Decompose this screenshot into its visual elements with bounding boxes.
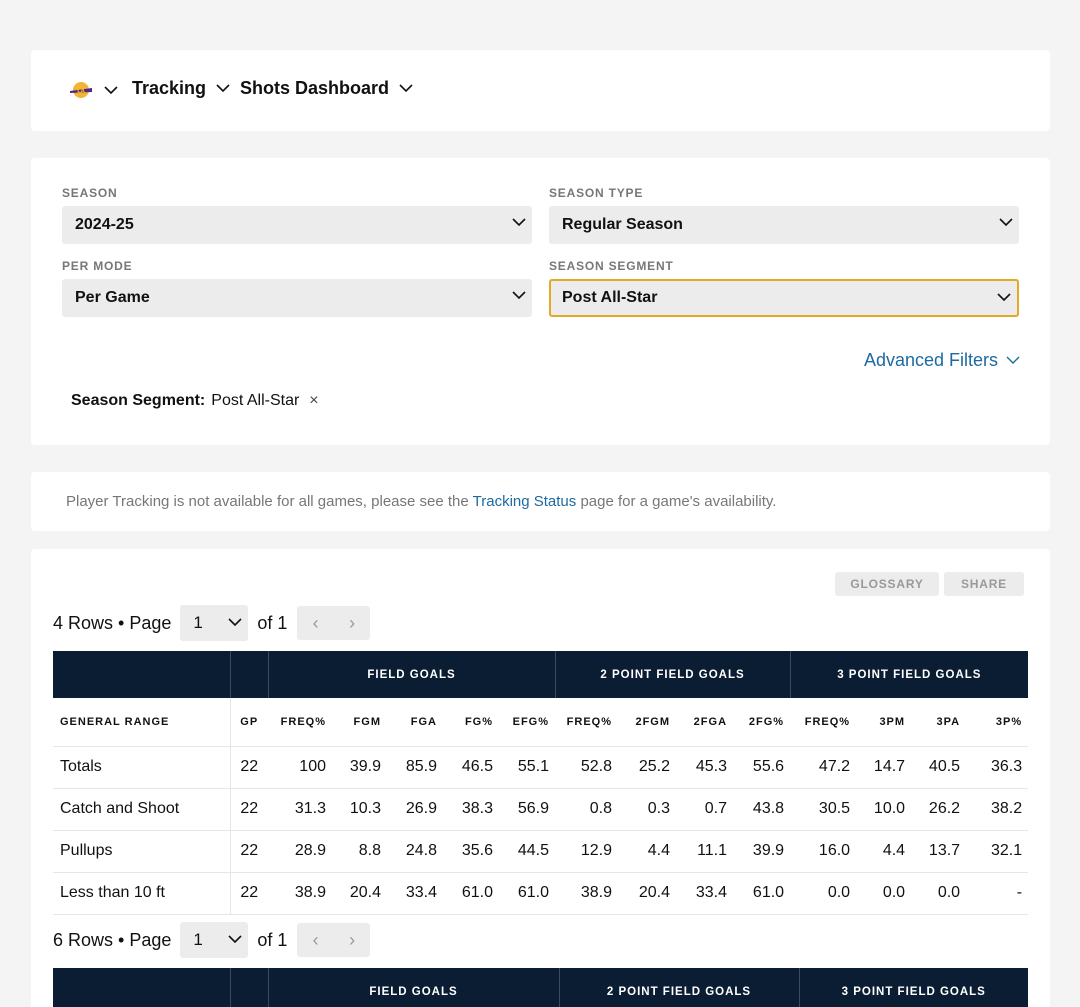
table-cell: 0.3 (618, 788, 676, 830)
column-header[interactable]: FREQ% (555, 698, 618, 746)
season-segment-select[interactable] (549, 279, 1019, 317)
table-cell: 4.4 (856, 830, 911, 872)
table-cell: 16.0 (790, 830, 856, 872)
group-field-goals: FIELD GOALS (268, 651, 555, 698)
column-header[interactable]: FREQ% (790, 698, 856, 746)
season-type-select[interactable] (549, 206, 1019, 244)
table-card (31, 549, 1050, 1007)
season-type-label: SEASON TYPE (549, 186, 644, 200)
next-page-icon[interactable]: › (349, 929, 356, 950)
table-cell: 46.5 (443, 746, 499, 788)
table-cell: 0.0 (911, 872, 966, 914)
table-cell: 28.9 (268, 830, 332, 872)
table-cell: 52.8 (555, 746, 618, 788)
column-header[interactable]: 2FG% (733, 698, 790, 746)
nav-tracking-label: Tracking (132, 78, 207, 98)
season-type-value: Regular Season (562, 216, 683, 233)
table-cell: 38.9 (268, 872, 332, 914)
table-cell: 61.0 (499, 872, 555, 914)
table-cell: 8.8 (332, 830, 387, 872)
row-label: Totals (53, 746, 230, 788)
table-cell: 43.8 (733, 788, 790, 830)
table-cell: 39.9 (332, 746, 387, 788)
table-cell: 35.6 (443, 830, 499, 872)
rows-count: 6 Rows • Page (53, 929, 172, 950)
table-cell: 33.4 (387, 872, 443, 914)
column-header[interactable]: FGM (332, 698, 387, 746)
table-cell: 32.1 (966, 830, 1028, 872)
table-cell: 20.4 (618, 872, 676, 914)
pager-2 (53, 922, 370, 958)
column-header[interactable]: FG% (443, 698, 499, 746)
table-cell: 24.8 (387, 830, 443, 872)
chevron-down-icon (1006, 356, 1020, 365)
chevron-down-icon (512, 218, 526, 227)
table-cell: 61.0 (443, 872, 499, 914)
page-total: of 1 (257, 929, 288, 950)
group-2pt-field-goals: 2 POINT FIELD GOALS (555, 651, 790, 698)
group-header-row (53, 968, 1028, 1007)
shots-table-2 (53, 968, 1028, 1007)
group-3pt-field-goals: 3 POINT FIELD GOALS (799, 968, 1028, 1007)
page-arrows (297, 606, 370, 640)
nav-shots-dashboard[interactable] (240, 78, 413, 99)
column-header[interactable]: GP (230, 698, 268, 746)
table-row (53, 746, 1028, 788)
chevron-down-icon (228, 618, 242, 627)
nav-tracking[interactable] (132, 78, 230, 99)
table-cell: 30.5 (790, 788, 856, 830)
group-2pt-field-goals: 2 POINT FIELD GOALS (559, 968, 799, 1007)
table-cell: 20.4 (332, 872, 387, 914)
per-mode-value: Per Game (75, 289, 150, 306)
chevron-down-icon (399, 84, 413, 93)
svg-text:LA: LA (77, 88, 85, 95)
table-cell: - (966, 872, 1028, 914)
page-value: 1 (193, 930, 203, 949)
column-header[interactable]: 3P% (966, 698, 1028, 746)
notice-after: page for a game's availability. (576, 493, 777, 510)
nav-card (31, 50, 1050, 131)
column-header[interactable]: 3PM (856, 698, 911, 746)
table-cell: 22 (230, 872, 268, 914)
filters-card (31, 158, 1050, 445)
table-cell: 47.2 (790, 746, 856, 788)
tracking-status-link[interactable]: Tracking Status (472, 493, 577, 510)
page-select[interactable] (180, 922, 248, 958)
table-cell: 12.9 (555, 830, 618, 872)
table-cell: 26.9 (387, 788, 443, 830)
row-label: Pullups (53, 830, 230, 872)
shots-table-1 (53, 651, 1028, 915)
table-cell: 40.5 (911, 746, 966, 788)
advanced-filters-label: Advanced Filters (863, 350, 998, 370)
row-label: Less than 10 ft (53, 872, 230, 914)
close-icon[interactable]: × (309, 392, 319, 409)
column-header[interactable]: FREQ% (268, 698, 332, 746)
table-cell: 0.0 (856, 872, 911, 914)
group-field-goals: FIELD GOALS (268, 968, 559, 1007)
page-select[interactable] (180, 605, 248, 641)
group-empty (230, 651, 268, 698)
column-header-row (53, 698, 1028, 746)
active-filter-chip (71, 392, 319, 410)
table-cell: 13.7 (911, 830, 966, 872)
column-header[interactable]: 2FGM (618, 698, 676, 746)
table-body (53, 746, 1028, 914)
notice-before: Player Tracking is not available for all games, please see the (66, 493, 473, 510)
season-select[interactable] (62, 206, 532, 244)
table-cell: 85.9 (387, 746, 443, 788)
next-page-icon[interactable]: › (349, 612, 356, 633)
chip-key: Season Segment: (71, 392, 206, 409)
season-value: 2024-25 (75, 216, 134, 233)
table-cell: 4.4 (618, 830, 676, 872)
table-cell: 10.3 (332, 788, 387, 830)
season-segment-label: SEASON SEGMENT (549, 259, 674, 273)
column-header[interactable]: EFG% (499, 698, 555, 746)
table-cell: 39.9 (733, 830, 790, 872)
per-mode-select[interactable] (62, 279, 532, 317)
notice-card (31, 472, 1050, 531)
group-header-row (53, 651, 1028, 698)
table-cell: 61.0 (733, 872, 790, 914)
table-cell: 56.9 (499, 788, 555, 830)
table-cell: 33.4 (676, 872, 733, 914)
column-header[interactable]: 2FGA (676, 698, 733, 746)
chevron-down-icon (216, 84, 230, 93)
group-3pt-field-goals: 3 POINT FIELD GOALS (790, 651, 1028, 698)
season-segment-value: Post All-Star (562, 289, 658, 306)
table-row (53, 872, 1028, 914)
chip-value: Post All-Star (211, 392, 300, 409)
table-cell: 38.9 (555, 872, 618, 914)
table-cell: 100 (268, 746, 332, 788)
advanced-filters-toggle[interactable] (864, 350, 1020, 371)
share-button[interactable]: SHARE (944, 572, 1024, 596)
table-cell: 26.2 (911, 788, 966, 830)
rows-count: 4 Rows • Page (53, 612, 172, 633)
table-cell: 38.3 (443, 788, 499, 830)
pager-1 (53, 605, 370, 641)
group-empty (53, 651, 230, 698)
page-value: 1 (193, 613, 203, 632)
table-cell: 31.3 (268, 788, 332, 830)
chevron-down-icon (228, 935, 242, 944)
table-cell: 11.1 (676, 830, 733, 872)
chevron-down-icon[interactable] (104, 86, 118, 95)
season-label: SEASON (62, 186, 118, 200)
prev-page-icon[interactable]: ‹ (312, 612, 319, 633)
tracking-notice (66, 493, 776, 510)
page-arrows (297, 923, 370, 957)
chevron-down-icon (512, 291, 526, 300)
table-cell: 0.8 (555, 788, 618, 830)
table-cell: 22 (230, 788, 268, 830)
group-empty (230, 968, 268, 1007)
table-cell: 55.1 (499, 746, 555, 788)
table-cell: 14.7 (856, 746, 911, 788)
lakers-logo-icon[interactable] (69, 80, 93, 100)
table-cell: 36.3 (966, 746, 1028, 788)
prev-page-icon[interactable]: ‹ (312, 929, 319, 950)
table-cell: 22 (230, 746, 268, 788)
table-row (53, 830, 1028, 872)
page-total: of 1 (257, 612, 288, 633)
table-cell: 25.2 (618, 746, 676, 788)
table-cell: 10.0 (856, 788, 911, 830)
table-cell: 0.7 (676, 788, 733, 830)
column-header[interactable]: 3PA (911, 698, 966, 746)
table-cell: 55.6 (733, 746, 790, 788)
column-header[interactable]: GENERAL RANGE (53, 698, 230, 746)
column-header[interactable]: FGA (387, 698, 443, 746)
per-mode-label: PER MODE (62, 259, 133, 273)
table-row (53, 788, 1028, 830)
table-cell: 45.3 (676, 746, 733, 788)
chevron-down-icon (999, 218, 1013, 227)
table-cell: 22 (230, 830, 268, 872)
row-label: Catch and Shoot (53, 788, 230, 830)
chevron-down-icon (997, 293, 1011, 302)
group-empty (53, 968, 230, 1007)
table-cell: 44.5 (499, 830, 555, 872)
table-cell: 38.2 (966, 788, 1028, 830)
glossary-button[interactable]: GLOSSARY (835, 572, 939, 596)
table-cell: 0.0 (790, 872, 856, 914)
nav-shots-dashboard-label: Shots Dashboard (240, 78, 390, 98)
